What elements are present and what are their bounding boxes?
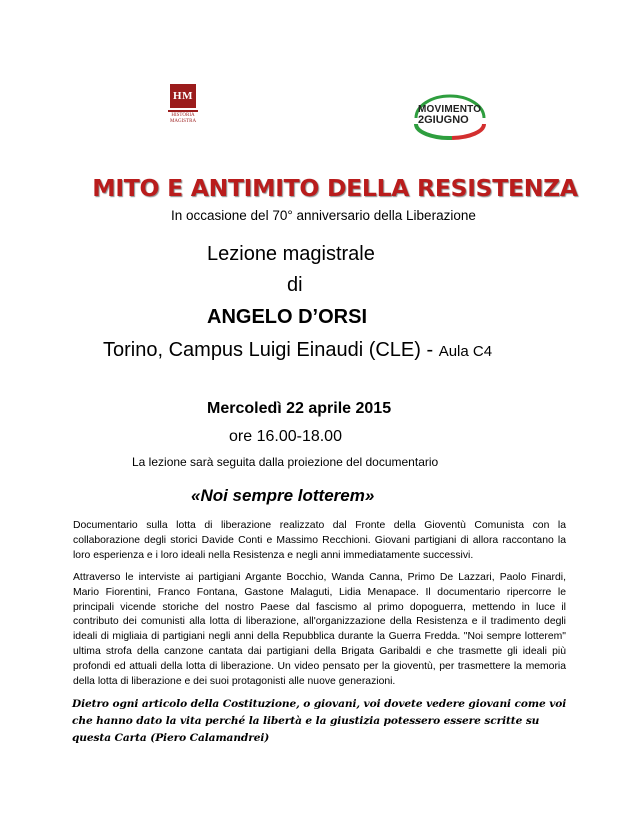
lecture-by: di (287, 274, 303, 296)
movimento-2-giugno-logo (412, 94, 488, 140)
paragraph-interviews: Attraverso le interviste ai partigiani Argante Bocchio, Wanda Canna, Primo De Lazzari, Paolo Finardi, Mario Fiorentini, Franco Fontana, Gastone Malaguti, Lidia Menapace. Il documentario ripercorre le principali vicende storiche del nostro Paese dal fascismo al primo dopoguerra, mettendo in luce il contributo dei comunisti alla lotta di liberazione, all'organizzazione della Resistenza e il tradimento degli ideali di migliaia di partigiani negli anni della Repubblica durante la Guerra Fredda. "Noi sempre lotterem" ultima strofa della canzone cantata dai partigiani della Brigata Garibaldi e che trasmette gli ideali più profondi ed attuali della lotta di liberazione. Un video pensato per la gioventù, per trasmettere la memoria della lotta di liberazione e dei suoi protagonisti alle nuove generazioni. (73, 572, 566, 687)
logo-divider (168, 110, 198, 112)
hm-caption: HISTORIA MAGISTRA (169, 113, 197, 124)
page-title: MITO E ANTIMITO DELLA RESISTENZA (92, 174, 578, 202)
film-title: «Noi sempre lotterem» (191, 486, 375, 505)
paragraph-documentary: Documentario sulla lotta di liberazione realizzato dal Fronte della Gioventù Comunista con la collaborazione degli storici Davide Conti e Massimo Recchioni. Giovani partigiani di allora raccontano la loro esperienza e i loro ideali nella Resistenza e negli anni immediatamente successivi. (73, 520, 566, 561)
due-giugno-text: 2GIUGNO (418, 114, 469, 126)
event-date: Mercoledì 22 aprile 2015 (207, 400, 392, 417)
screening-intro: La lezione sarà seguita dalla proiezione del documentario (132, 455, 439, 469)
event-time: ore 16.00-18.00 (229, 428, 342, 445)
room-text: Aula C4 (438, 343, 493, 360)
historia-magistra-logo (166, 84, 200, 134)
calamandrei-quote: Dietro ogni articolo della Costituzione, o giovani, voi dovete vedere giovani come voi che hanno dato la vita perché la libertà e la giustizia potessero essere scritte su questa Carta (Piero Calamandrei) (72, 698, 567, 744)
venue (103, 339, 492, 362)
lecture-heading: Lezione magistrale (207, 243, 375, 265)
venue-text: Torino, Campus Luigi Einaudi (CLE) - (103, 339, 439, 361)
hm-mark: HM (170, 84, 196, 108)
page-subtitle: In occasione del 70° anniversario della Liberazione (171, 208, 476, 223)
movimento-text: MOVIMENTO (418, 104, 482, 115)
speaker-name: ANGELO D’ORSI (207, 306, 368, 328)
